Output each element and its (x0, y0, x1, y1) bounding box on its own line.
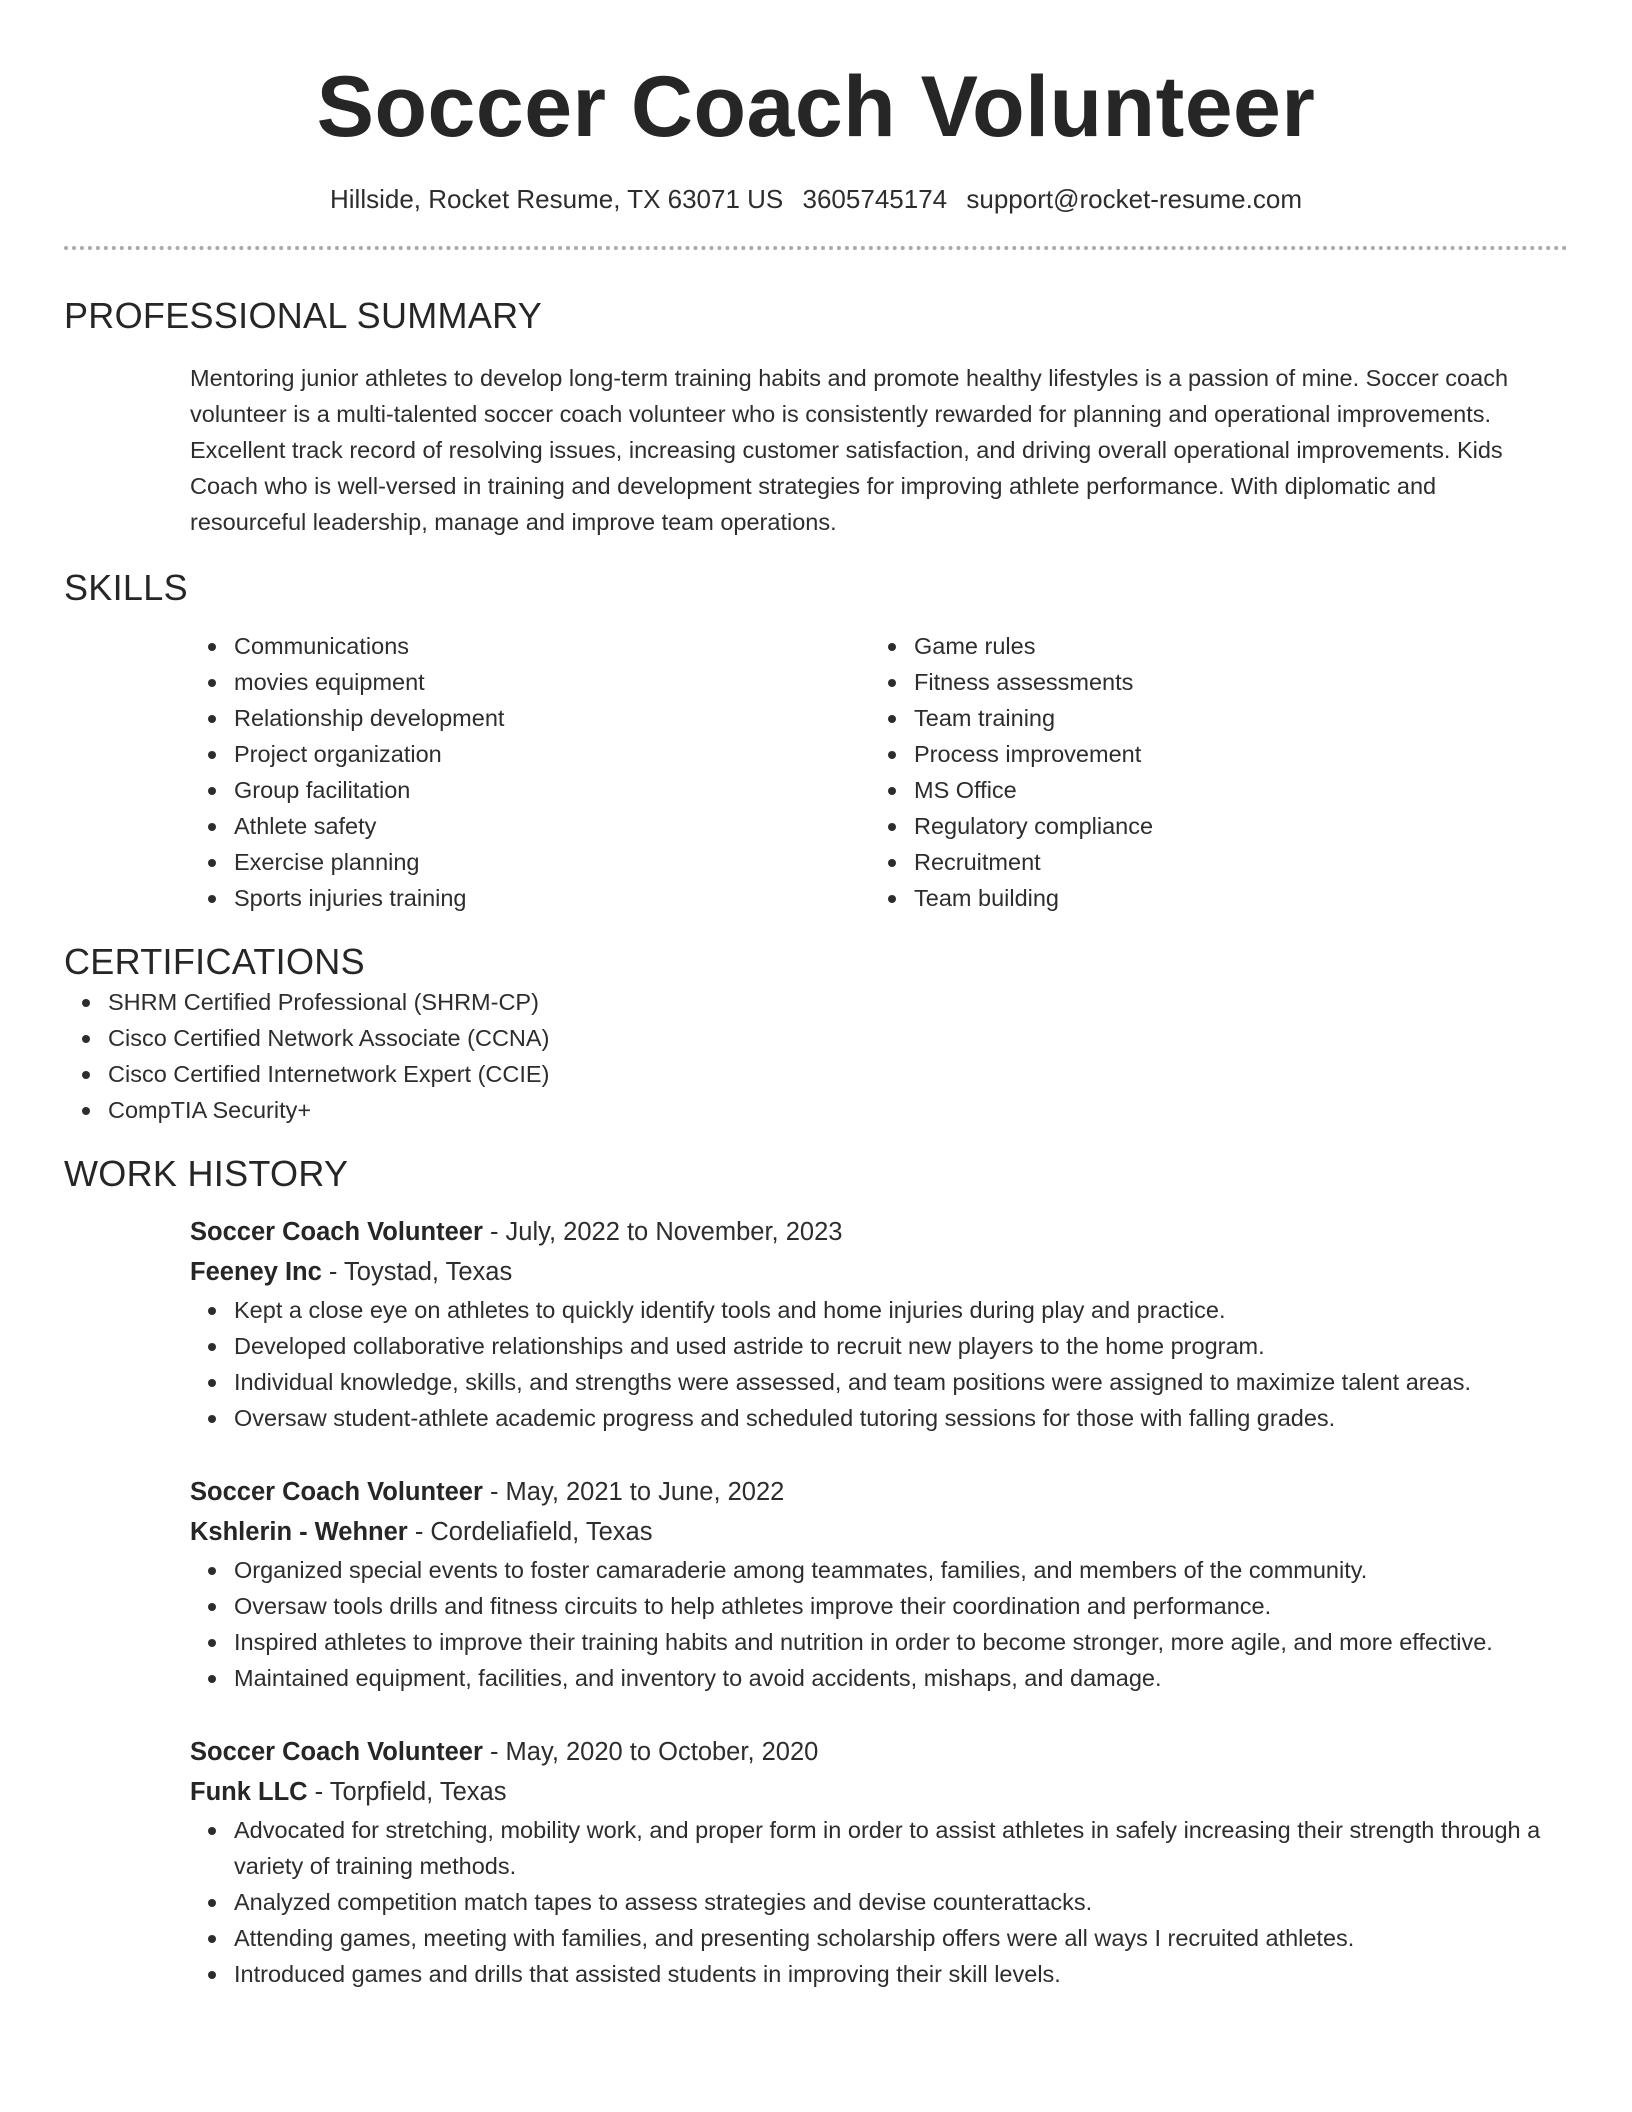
job-company-line (190, 1512, 1568, 1552)
skill-item: Relationship development (190, 700, 870, 736)
summary-heading: PROFESSIONAL SUMMARY (64, 295, 543, 336)
skill-item: Game rules (870, 628, 1550, 664)
certifications-list (64, 984, 1568, 1128)
job-duty: Developed collaborative relationships and used astride to recruit new players to the home program. (190, 1328, 1568, 1364)
job-role: Soccer Coach Volunteer (190, 1218, 483, 1246)
job-dates: - July, 2022 to November, 2023 (482, 1218, 843, 1246)
resume-page (64, 0, 1568, 1992)
job-duty: Organized special events to foster camaraderie among teammates, families, and members of the community. (190, 1552, 1568, 1588)
skill-item: MS Office (870, 772, 1550, 808)
job-location: - Torpfield, Texas (307, 1778, 507, 1806)
skill-item: movies equipment (190, 664, 870, 700)
skill-item: Recruitment (870, 844, 1550, 880)
job-company-line (190, 1772, 1568, 1812)
skill-item: Team building (870, 880, 1550, 916)
job-company: Funk LLC (190, 1778, 308, 1806)
job-duty: Inspired athletes to improve their training habits and nutrition in order to become stronger, more agile, and more effective. (190, 1624, 1568, 1660)
header-divider (64, 246, 1568, 250)
job-duty: Introduced games and drills that assisted students in improving their skill levels. (190, 1956, 1568, 1992)
contact-line (64, 182, 1568, 216)
job-duty: Individual knowledge, skills, and strengths were assessed, and team positions were assigned to maximize talent areas. (190, 1364, 1568, 1400)
skill-item: Project organization (190, 736, 870, 772)
skill-item: Sports injuries training (190, 880, 870, 916)
skills-columns (190, 628, 1568, 916)
job-entry (190, 1732, 1568, 1992)
job-title-line (190, 1212, 1568, 1252)
job-entry (190, 1212, 1568, 1436)
skills-heading: SKILLS (64, 567, 188, 608)
skill-item: Athlete safety (190, 808, 870, 844)
certification-item: CompTIA Security+ (64, 1092, 1568, 1128)
job-dates: - May, 2020 to October, 2020 (482, 1738, 819, 1766)
address: Hillside, Rocket Resume, TX 63071 US (330, 184, 784, 214)
skill-item: Fitness assessments (870, 664, 1550, 700)
job-duty: Oversaw student-athlete academic progress and scheduled tutoring sessions for those with falling grades. (190, 1400, 1568, 1436)
skills-list-left (190, 628, 870, 916)
phone: 3605745174 (802, 184, 948, 214)
skill-item: Group facilitation (190, 772, 870, 808)
job-location: - Cordeliafield, Texas (407, 1518, 653, 1546)
job-company-line (190, 1252, 1568, 1292)
job-entry (190, 1472, 1568, 1696)
candidate-name: Soccer Coach Volunteer (316, 59, 1316, 155)
job-duties (190, 1812, 1568, 1992)
job-duty: Advocated for stretching, mobility work, and proper form in order to assist athletes in safely increasing their strength through a variety of training methods. (190, 1812, 1568, 1884)
skill-item: Regulatory compliance (870, 808, 1550, 844)
job-dates: - May, 2021 to June, 2022 (482, 1478, 785, 1506)
job-duty: Kept a close eye on athletes to quickly identify tools and home injuries during play and practice. (190, 1292, 1568, 1328)
work-history-heading: WORK HISTORY (64, 1153, 349, 1194)
certification-item: SHRM Certified Professional (SHRM-CP) (64, 984, 1568, 1020)
skills-list-right (870, 628, 1550, 916)
certification-item: Cisco Certified Internetwork Expert (CCIE) (64, 1056, 1568, 1092)
skill-item: Communications (190, 628, 870, 664)
job-location: - Toystad, Texas (321, 1258, 513, 1286)
certifications-heading: CERTIFICATIONS (64, 941, 365, 982)
skill-item: Team training (870, 700, 1550, 736)
summary-text: Mentoring junior athletes to develop long-term training habits and promote healthy lifestyles is a passion of mine. Soccer coach volunteer is a multi-talented soccer coach volunteer who is consistently rewarded for planning and operational improvements. Excellent track record of resolving issues, increasing customer satisfaction, and driving overall operational improvements. Kids Coach who is well-versed in training and development strategies for improving athlete performance. With diplomatic and resourceful leadership, manage and improve team operations. (190, 365, 1509, 535)
job-company: Kshlerin - Wehner (190, 1518, 408, 1546)
job-title-line (190, 1472, 1568, 1512)
job-duties (190, 1292, 1568, 1436)
job-duties (190, 1552, 1568, 1696)
job-duty: Analyzed competition match tapes to assess strategies and devise counterattacks. (190, 1884, 1568, 1920)
skill-item: Exercise planning (190, 844, 870, 880)
job-title-line (190, 1732, 1568, 1772)
job-duty: Oversaw tools drills and fitness circuits to help athletes improve their coordination and performance. (190, 1588, 1568, 1624)
job-role: Soccer Coach Volunteer (190, 1738, 483, 1766)
job-duty: Maintained equipment, facilities, and inventory to avoid accidents, mishaps, and damage. (190, 1660, 1568, 1696)
job-company: Feeney Inc (190, 1258, 322, 1286)
skill-item: Process improvement (870, 736, 1550, 772)
job-role: Soccer Coach Volunteer (190, 1478, 483, 1506)
email: support@rocket-resume.com (966, 184, 1302, 214)
job-duty: Attending games, meeting with families, and presenting scholarship offers were all ways I recruited athletes. (190, 1920, 1568, 1956)
certification-item: Cisco Certified Network Associate (CCNA) (64, 1020, 1568, 1056)
